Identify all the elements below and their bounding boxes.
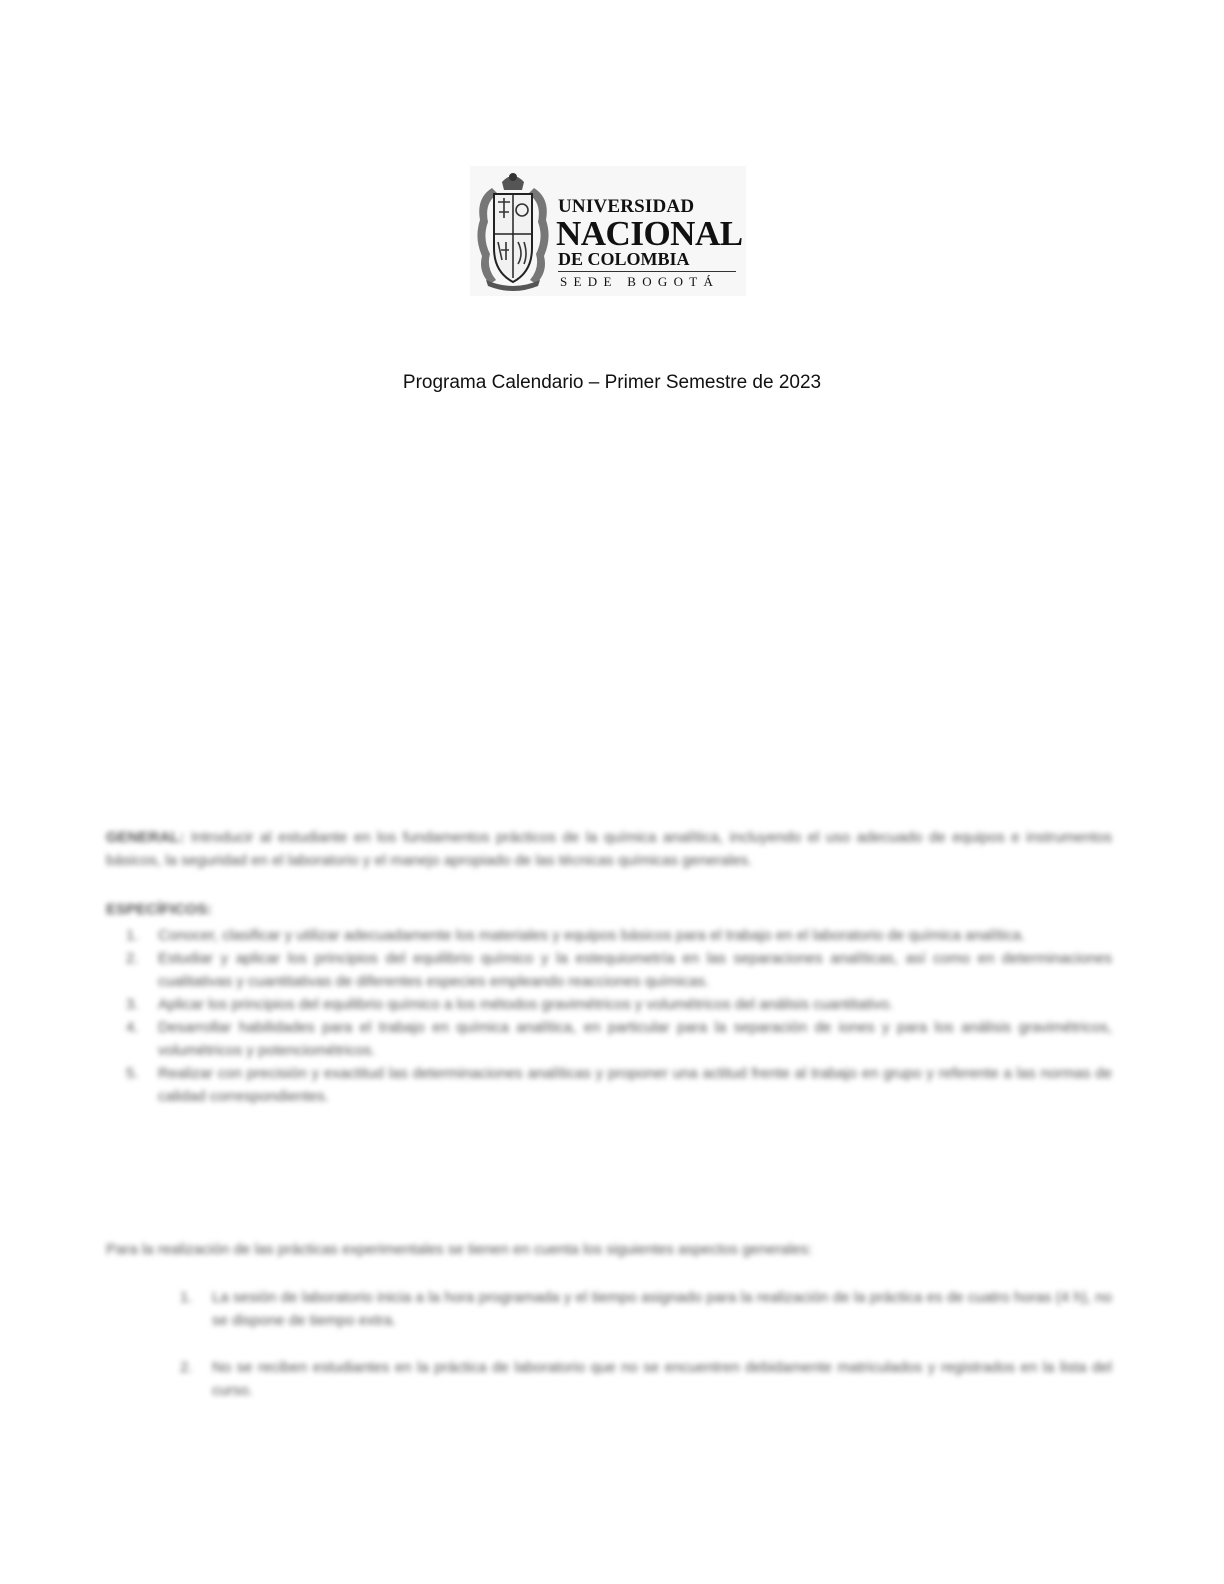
logo-line-universidad: UNIVERSIDAD [558,196,695,217]
list-item-text: Conocer, clasificar y utilizar adecuadamente los materiales y equipos básicos para el trabajo en el laboratorio de química analítica. [158,927,1026,944]
list-item-text: No se reciben estudiantes en la práctica de laboratorio que no se encuentren debidamente matriculados y registrados en la lista del curso. [212,1359,1112,1399]
list-item-number: 5. [126,1065,139,1082]
list-item [180,1286,1112,1332]
list-item-text: Aplicar los principios del equilibrio químico a los métodos gravimétricos y volumétricos del análisis cuantitativo. [158,996,894,1013]
rules-list [180,1286,1112,1402]
specific-objectives-list [126,924,1112,1108]
list-item-number: 2. [126,950,139,967]
list-item-number: 4. [126,1019,139,1036]
general-objective-label: GENERAL: [106,829,185,846]
list-item-text: Realizar con precisión y exactitud las determinaciones analíticas y proponer una actitud frente al trabajo en grupo y referente a las normas de calidad correspondientes. [158,1065,1112,1105]
list-item-text: La sesión de laboratorio inicia a la hora programada y el tiempo asignado para la realización de la práctica es de cuatro horas (4 h), no se dispone de tiempo extra. [212,1289,1112,1329]
university-logo [470,166,746,296]
list-item-text: Desarrollar habilidades para el trabajo en química analítica, en particular para la separación de iones y para los análisis gravimétricos, volumétricos y potenciométricos. [158,1019,1112,1059]
list-item [126,947,1112,993]
specific-objectives-heading: ESPECÍFICOS: [106,901,212,918]
list-item-number: 3. [126,996,139,1013]
university-crest-icon [472,168,554,294]
list-item [126,1016,1112,1062]
general-objective-text: Introducir al estudiante en los fundamentos prácticos de la química analítica, incluyendo el uso adecuado de equipos e instrumentos básicos, la seguridad en el laboratorio y el manejo apropiado de las técnicas químicas generales. [106,829,1112,869]
page-title: Programa Calendario – Primer Semestre de 2023 [402,372,822,393]
general-objective [106,826,1112,872]
list-item [180,1356,1112,1402]
logo-line-sede: SEDE BOGOTÁ [560,274,720,289]
logo-line-nacional: NACIONAL [556,214,743,253]
list-item [126,924,1112,947]
list-item-number: 1. [180,1289,193,1306]
list-item-number: 2. [180,1359,193,1376]
list-item [126,1062,1112,1108]
logo-line-de-colombia: DE COLOMBIA [558,249,690,269]
list-item-number: 1. [126,927,139,944]
rules-intro: Para la realización de las prácticas experimentales se tienen en cuenta los siguientes aspectos generales: [106,1241,813,1258]
list-item [126,993,1112,1016]
logo-divider [558,271,736,272]
list-item-text: Estudiar y aplicar los principios del equilibrio químico y la estequiometría en las separaciones analíticas, así como en determinaciones cualitativas y cuantitativas de diferentes especies empleando reacciones químicas. [158,950,1112,990]
